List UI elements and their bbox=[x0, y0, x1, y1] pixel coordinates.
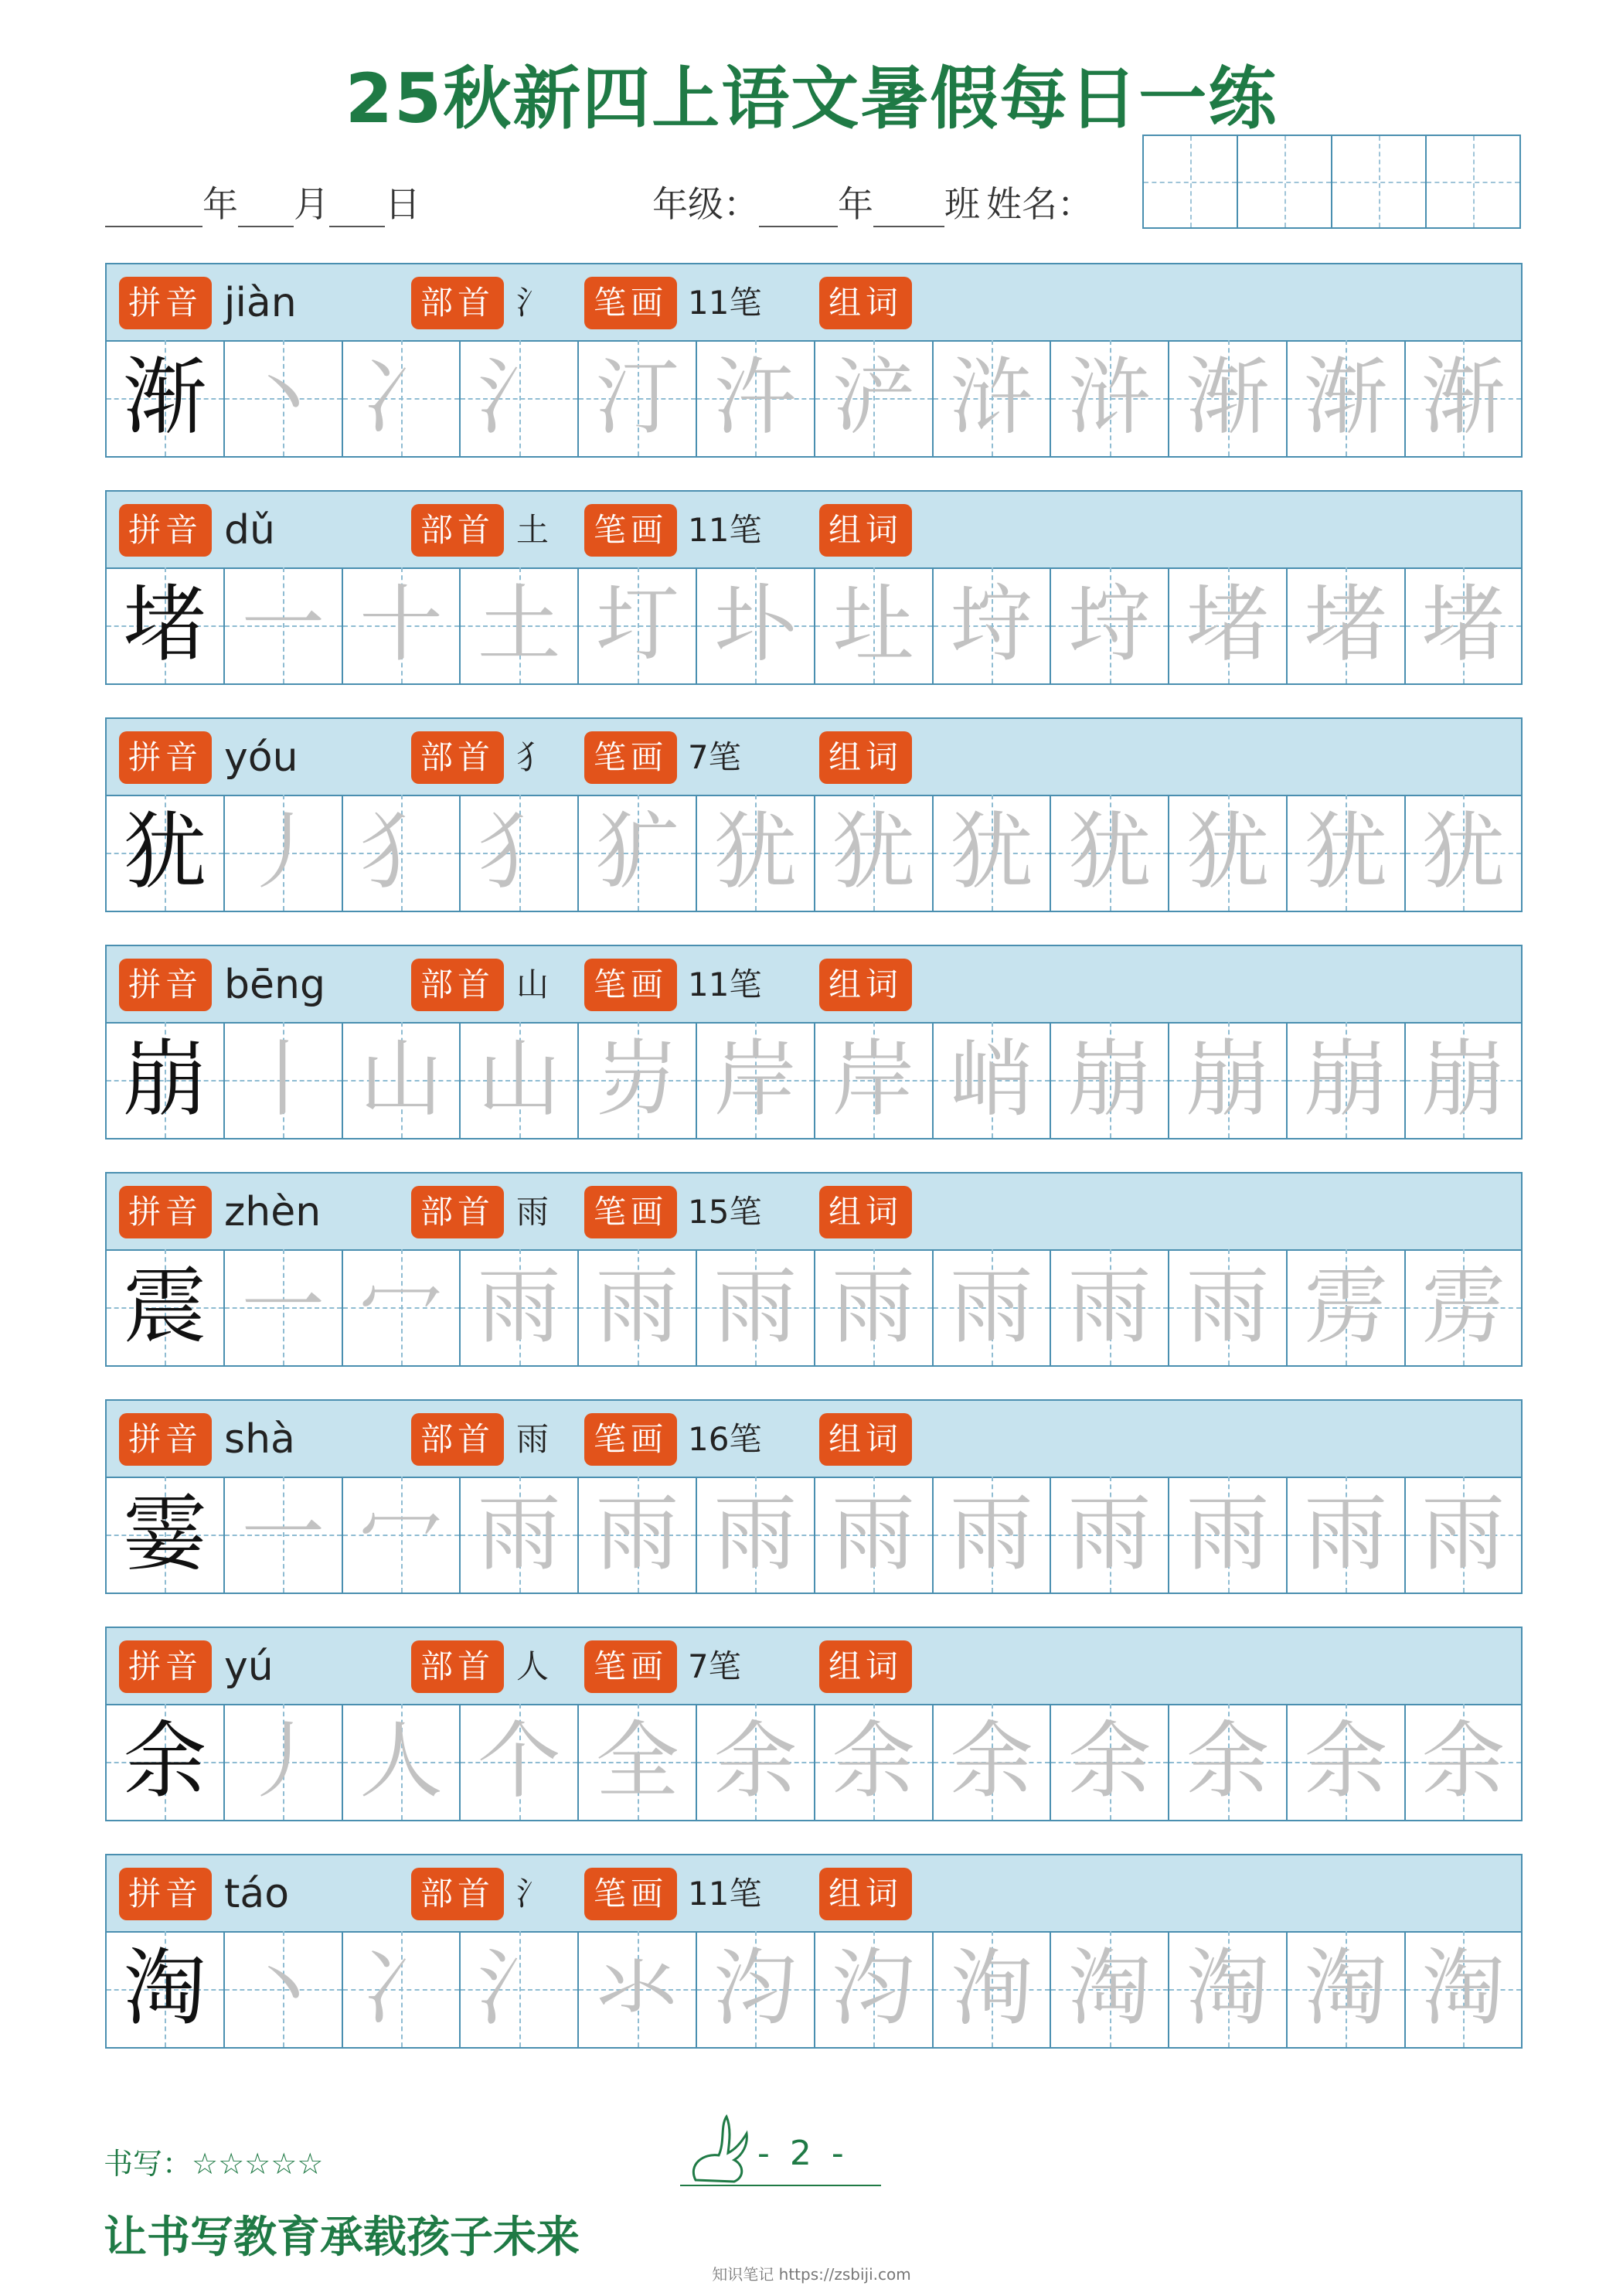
trace-character: 雨 bbox=[713, 1486, 798, 1582]
trace-character: 垨 bbox=[1067, 577, 1152, 673]
trace-character: 雨 bbox=[832, 1259, 916, 1355]
trace-character: 一 bbox=[241, 1259, 325, 1355]
char-block bbox=[105, 1399, 1523, 1597]
trace-character: 个 bbox=[477, 1713, 561, 1810]
trace-character: 犭 bbox=[477, 804, 561, 901]
trace-character: 圢 bbox=[595, 577, 679, 673]
strokes-value: 15笔 bbox=[688, 1193, 762, 1231]
month-label: 月 bbox=[294, 183, 329, 225]
trace-cell[interactable] bbox=[1288, 1931, 1406, 2047]
trace-character: 全 bbox=[595, 1713, 679, 1810]
trace-character: 雨 bbox=[1067, 1486, 1152, 1582]
trace-cell[interactable] bbox=[697, 1931, 815, 2047]
trace-cell[interactable] bbox=[697, 1022, 815, 1138]
model-character: 霎 bbox=[123, 1486, 207, 1582]
trace-character: 汮 bbox=[832, 1940, 916, 2037]
model-character: 崩 bbox=[123, 1031, 207, 1128]
trace-cell[interactable] bbox=[1406, 1704, 1521, 1820]
strokes-tag: 笔画 bbox=[584, 959, 677, 1011]
trace-cell[interactable] bbox=[579, 795, 697, 911]
trace-character: 堵 bbox=[1304, 577, 1388, 673]
pinyin-value: yóu bbox=[224, 734, 298, 781]
trace-character: 雨 bbox=[832, 1486, 916, 1582]
char-info-bar bbox=[105, 490, 1523, 569]
trace-cell[interactable] bbox=[934, 1931, 1052, 2047]
trace-character: 淘 bbox=[1186, 1940, 1270, 2037]
trace-character: 犹 bbox=[1421, 804, 1506, 901]
strokes-tag: 笔画 bbox=[584, 277, 677, 329]
char-block bbox=[105, 1172, 1523, 1370]
trace-cell[interactable] bbox=[1051, 1704, 1169, 1820]
pinyin-tag: 拼音 bbox=[119, 504, 212, 557]
trace-character: 渐 bbox=[1304, 349, 1388, 446]
pinyin-value: zhèn bbox=[224, 1189, 322, 1235]
trace-character: 岸 bbox=[713, 1031, 798, 1128]
model-character: 震 bbox=[123, 1259, 207, 1355]
trace-character: 雳 bbox=[1421, 1259, 1506, 1355]
pinyin-tag: 拼音 bbox=[119, 1413, 212, 1466]
name-label: 姓名： bbox=[986, 183, 1093, 225]
trace-cell[interactable] bbox=[815, 340, 934, 456]
trace-cell[interactable] bbox=[1406, 567, 1521, 683]
radical-value: 土 bbox=[516, 511, 550, 549]
strokes-value: 7笔 bbox=[688, 738, 741, 776]
trace-character: 雨 bbox=[713, 1259, 798, 1355]
grade-year-label: 年 bbox=[838, 183, 873, 225]
strokes-value: 11笔 bbox=[688, 966, 762, 1003]
trace-character: 雳 bbox=[1304, 1259, 1388, 1355]
radical-value: 人 bbox=[516, 1647, 550, 1685]
char-info-bar bbox=[105, 717, 1523, 796]
strokes-value: 7笔 bbox=[688, 1647, 741, 1685]
trace-cell[interactable] bbox=[1051, 1249, 1169, 1365]
pinyin-tag: 拼音 bbox=[119, 959, 212, 1011]
grade-blank[interactable] bbox=[759, 192, 838, 227]
trace-character: 冖 bbox=[359, 1259, 443, 1355]
trace-character: 浒 bbox=[949, 349, 1033, 446]
trace-character: 氵 bbox=[477, 349, 561, 446]
year-label: 年 bbox=[202, 183, 238, 225]
trace-cell[interactable] bbox=[225, 1931, 343, 2047]
grade-label: 年级： bbox=[652, 183, 759, 225]
year-blank[interactable] bbox=[105, 192, 202, 227]
trace-character: 丶 bbox=[241, 349, 325, 446]
trace-cell[interactable] bbox=[579, 1477, 697, 1593]
model-character: 犹 bbox=[123, 804, 207, 901]
trace-cell[interactable] bbox=[1051, 1477, 1169, 1593]
trace-cell[interactable] bbox=[343, 1022, 461, 1138]
trace-cell[interactable] bbox=[343, 1704, 461, 1820]
trace-character: 犹 bbox=[1186, 804, 1270, 901]
pinyin-tag: 拼音 bbox=[119, 1640, 212, 1693]
trace-cell[interactable] bbox=[1051, 340, 1169, 456]
footer-divider bbox=[680, 2185, 881, 2186]
trace-cell[interactable] bbox=[461, 1022, 579, 1138]
trace-character: 犹 bbox=[1304, 804, 1388, 901]
trace-character: 淘 bbox=[1304, 1940, 1388, 2037]
trace-cell[interactable] bbox=[815, 567, 934, 683]
tracing-grid bbox=[105, 1931, 1523, 2049]
trace-cell[interactable] bbox=[1288, 1249, 1406, 1365]
trace-cell[interactable] bbox=[1406, 1249, 1521, 1365]
trace-cell[interactable] bbox=[815, 1477, 934, 1593]
trace-cell[interactable] bbox=[1288, 795, 1406, 911]
trace-cell[interactable] bbox=[461, 1477, 579, 1593]
model-character: 渐 bbox=[123, 349, 207, 446]
trace-character: 雨 bbox=[595, 1486, 679, 1582]
trace-character: 山 bbox=[359, 1031, 443, 1128]
trace-cell[interactable] bbox=[1288, 1022, 1406, 1138]
trace-cell[interactable] bbox=[815, 1249, 934, 1365]
trace-cell[interactable] bbox=[1169, 340, 1288, 456]
strokes-value: 16笔 bbox=[688, 1420, 762, 1458]
trace-character: 岃 bbox=[595, 1031, 679, 1128]
strokes-value: 11笔 bbox=[688, 284, 762, 322]
trace-character: 雨 bbox=[1186, 1486, 1270, 1582]
trace-character: 余 bbox=[1421, 1713, 1506, 1810]
trace-cell[interactable] bbox=[1288, 1477, 1406, 1593]
trace-cell[interactable] bbox=[579, 1022, 697, 1138]
trace-cell[interactable] bbox=[1169, 1249, 1288, 1365]
trace-character: 余 bbox=[1067, 1713, 1152, 1810]
slogan: 让书写教育承载孩子未来 bbox=[104, 2213, 580, 2263]
trace-cell[interactable] bbox=[1051, 567, 1169, 683]
model-cell bbox=[107, 340, 225, 456]
trace-cell[interactable] bbox=[1406, 1477, 1521, 1593]
strokes-tag: 笔画 bbox=[584, 731, 677, 784]
trace-cell[interactable] bbox=[815, 1022, 934, 1138]
strokes-value: 11笔 bbox=[688, 511, 762, 549]
trace-character: 犹 bbox=[713, 804, 798, 901]
trace-character: 雨 bbox=[1067, 1259, 1152, 1355]
trace-cell[interactable] bbox=[934, 1477, 1052, 1593]
tracing-grid bbox=[105, 795, 1523, 912]
char-block bbox=[105, 945, 1523, 1143]
trace-cell[interactable] bbox=[815, 1704, 934, 1820]
trace-cell[interactable] bbox=[461, 340, 579, 456]
radical-value: 山 bbox=[516, 966, 550, 1003]
month-blank[interactable] bbox=[238, 192, 294, 227]
name-cell[interactable] bbox=[1332, 136, 1427, 227]
strokes-tag: 笔画 bbox=[584, 1413, 677, 1466]
trace-cell[interactable] bbox=[461, 1931, 579, 2047]
tracing-grid bbox=[105, 1022, 1523, 1139]
trace-cell[interactable] bbox=[1406, 1931, 1521, 2047]
trace-cell[interactable] bbox=[225, 1022, 343, 1138]
trace-character: 圤 bbox=[713, 577, 798, 673]
name-cell[interactable] bbox=[1144, 136, 1238, 227]
name-writing-grid[interactable] bbox=[1142, 135, 1521, 229]
trace-character: 土 bbox=[477, 577, 561, 673]
trace-cell[interactable] bbox=[1288, 340, 1406, 456]
radical-value: 雨 bbox=[516, 1193, 550, 1231]
trace-character: 雨 bbox=[595, 1259, 679, 1355]
words-tag: 组词 bbox=[819, 1186, 912, 1238]
trace-cell[interactable] bbox=[1051, 795, 1169, 911]
words-tag: 组词 bbox=[819, 1868, 912, 1920]
strokes-tag: 笔画 bbox=[584, 1640, 677, 1693]
trace-character: 十 bbox=[359, 577, 443, 673]
trace-cell[interactable] bbox=[579, 567, 697, 683]
trace-character: 一 bbox=[241, 577, 325, 673]
pinyin-value: táo bbox=[224, 1871, 290, 1917]
pinyin-tag: 拼音 bbox=[119, 277, 212, 329]
trace-character: 余 bbox=[713, 1713, 798, 1810]
trace-cell[interactable] bbox=[1169, 1931, 1288, 2047]
trace-cell[interactable] bbox=[815, 795, 934, 911]
trace-character: 渐 bbox=[1186, 349, 1270, 446]
pinyin-value: bēng bbox=[224, 962, 325, 1008]
radical-tag: 部首 bbox=[411, 504, 504, 557]
pinyin-tag: 拼音 bbox=[119, 1868, 212, 1920]
writing-rating: 书写：☆☆☆☆☆ bbox=[104, 2147, 324, 2181]
char-block bbox=[105, 1627, 1523, 1824]
trace-cell[interactable] bbox=[697, 1249, 815, 1365]
trace-character: 崩 bbox=[1421, 1031, 1506, 1128]
day-blank[interactable] bbox=[329, 192, 385, 227]
strokes-value: 11笔 bbox=[688, 1875, 762, 1913]
trace-cell[interactable] bbox=[934, 1022, 1052, 1138]
char-info-bar bbox=[105, 1627, 1523, 1705]
model-character: 堵 bbox=[123, 577, 207, 673]
words-tag: 组词 bbox=[819, 1413, 912, 1466]
trace-character: 渐 bbox=[1421, 349, 1506, 446]
model-character: 淘 bbox=[123, 1940, 207, 2037]
trace-character: 冖 bbox=[359, 1486, 443, 1582]
trace-cell[interactable] bbox=[815, 1931, 934, 2047]
strokes-tag: 笔画 bbox=[584, 1868, 677, 1920]
page-number: - 2 - bbox=[757, 2134, 849, 2173]
class-blank[interactable] bbox=[873, 192, 944, 227]
trace-cell[interactable] bbox=[225, 1477, 343, 1593]
page-title: 25秋新四上语文暑假每日一练 bbox=[345, 59, 1278, 138]
trace-character: 汻 bbox=[713, 349, 798, 446]
trace-cell[interactable] bbox=[1169, 1704, 1288, 1820]
pinyin-value: shà bbox=[224, 1416, 295, 1463]
trace-cell[interactable] bbox=[697, 567, 815, 683]
words-tag: 组词 bbox=[819, 504, 912, 557]
trace-character: 岸 bbox=[832, 1031, 916, 1128]
trace-cell[interactable] bbox=[1288, 1704, 1406, 1820]
trace-character: 丿 bbox=[241, 1713, 325, 1810]
trace-character: 余 bbox=[832, 1713, 916, 1810]
trace-cell[interactable] bbox=[343, 340, 461, 456]
tracing-grid bbox=[105, 1249, 1523, 1367]
trace-cell[interactable] bbox=[934, 1704, 1052, 1820]
trace-character: 雨 bbox=[1186, 1259, 1270, 1355]
trace-cell[interactable] bbox=[697, 340, 815, 456]
radical-tag: 部首 bbox=[411, 1186, 504, 1238]
words-tag: 组词 bbox=[819, 959, 912, 1011]
trace-cell[interactable] bbox=[1051, 1931, 1169, 2047]
trace-cell[interactable] bbox=[1406, 1022, 1521, 1138]
pinyin-value: jiàn bbox=[224, 280, 297, 326]
model-cell bbox=[107, 567, 225, 683]
trace-cell[interactable] bbox=[343, 1931, 461, 2047]
trace-cell[interactable] bbox=[1288, 567, 1406, 683]
char-block bbox=[105, 1854, 1523, 2052]
trace-cell[interactable] bbox=[1051, 1022, 1169, 1138]
day-label: 日 bbox=[385, 183, 420, 225]
trace-character: 垨 bbox=[949, 577, 1033, 673]
trace-character: 雨 bbox=[477, 1486, 561, 1582]
trace-character: 崩 bbox=[1304, 1031, 1388, 1128]
trace-character: 堵 bbox=[1186, 577, 1270, 673]
trace-character: 峭 bbox=[949, 1031, 1033, 1128]
radical-tag: 部首 bbox=[411, 959, 504, 1011]
pinyin-value: dǔ bbox=[224, 507, 275, 554]
trace-character: 一 bbox=[241, 1486, 325, 1582]
trace-character: 雨 bbox=[1421, 1486, 1506, 1582]
trace-character: 洵 bbox=[949, 1940, 1033, 2037]
trace-cell[interactable] bbox=[697, 1704, 815, 1820]
class-label: 班 bbox=[944, 183, 980, 225]
trace-character: 冫 bbox=[359, 1940, 443, 2037]
model-cell bbox=[107, 795, 225, 911]
trace-character: 堵 bbox=[1421, 577, 1506, 673]
trace-character: 崩 bbox=[1067, 1031, 1152, 1128]
words-tag: 组词 bbox=[819, 277, 912, 329]
trace-character: 犹 bbox=[949, 804, 1033, 901]
trace-character: 氵 bbox=[477, 1940, 561, 2037]
model-cell bbox=[107, 1249, 225, 1365]
trace-cell[interactable] bbox=[1169, 1477, 1288, 1593]
words-tag: 组词 bbox=[819, 731, 912, 784]
strokes-tag: 笔画 bbox=[584, 1186, 677, 1238]
trace-character: 淘 bbox=[1421, 1940, 1506, 2037]
strokes-tag: 笔画 bbox=[584, 504, 677, 557]
trace-character: 丨 bbox=[241, 1031, 325, 1128]
trace-cell[interactable] bbox=[1169, 795, 1288, 911]
trace-cell[interactable] bbox=[934, 340, 1052, 456]
trace-cell[interactable] bbox=[934, 795, 1052, 911]
trace-character: 犷 bbox=[595, 804, 679, 901]
trace-cell[interactable] bbox=[343, 1249, 461, 1365]
trace-cell[interactable] bbox=[1169, 567, 1288, 683]
trace-character: 雨 bbox=[1304, 1486, 1388, 1582]
trace-character: 冫 bbox=[359, 349, 443, 446]
trace-character: 余 bbox=[949, 1713, 1033, 1810]
char-block bbox=[105, 263, 1523, 461]
trace-cell[interactable] bbox=[461, 795, 579, 911]
trace-cell[interactable] bbox=[225, 1249, 343, 1365]
trace-character: 余 bbox=[1304, 1713, 1388, 1810]
pinyin-tag: 拼音 bbox=[119, 1186, 212, 1238]
trace-character: 犹 bbox=[832, 804, 916, 901]
radical-tag: 部首 bbox=[411, 1640, 504, 1693]
char-info-bar bbox=[105, 263, 1523, 342]
radical-value: 雨 bbox=[516, 1420, 550, 1458]
trace-character: 浐 bbox=[832, 349, 916, 446]
trace-cell[interactable] bbox=[225, 340, 343, 456]
trace-cell[interactable] bbox=[225, 795, 343, 911]
trace-cell[interactable] bbox=[225, 567, 343, 683]
tracing-grid bbox=[105, 340, 1523, 458]
trace-cell[interactable] bbox=[1169, 1022, 1288, 1138]
class-line bbox=[652, 176, 1093, 227]
radical-tag: 部首 bbox=[411, 1413, 504, 1466]
date-line bbox=[105, 176, 420, 227]
trace-cell[interactable] bbox=[343, 1477, 461, 1593]
tracing-grid bbox=[105, 1704, 1523, 1821]
trace-cell[interactable] bbox=[934, 1249, 1052, 1365]
radical-tag: 部首 bbox=[411, 1868, 504, 1920]
trace-cell[interactable] bbox=[343, 795, 461, 911]
trace-cell[interactable] bbox=[579, 1931, 697, 2047]
model-cell bbox=[107, 1931, 225, 2047]
trace-cell[interactable] bbox=[461, 1249, 579, 1365]
trace-character: 犹 bbox=[1067, 804, 1152, 901]
tracing-grid bbox=[105, 567, 1523, 685]
model-cell bbox=[107, 1477, 225, 1593]
trace-cell[interactable] bbox=[225, 1704, 343, 1820]
trace-cell[interactable] bbox=[1406, 340, 1521, 456]
trace-character: 圵 bbox=[832, 577, 916, 673]
char-info-bar bbox=[105, 1172, 1523, 1251]
trace-character: 山 bbox=[477, 1031, 561, 1128]
trace-character: 丶 bbox=[241, 1940, 325, 2037]
char-info-bar bbox=[105, 1854, 1523, 1933]
source-url: 知识笔记 https://zsbiji.com bbox=[712, 2265, 911, 2284]
trace-character: 人 bbox=[359, 1713, 443, 1810]
char-block bbox=[105, 717, 1523, 915]
char-block bbox=[105, 490, 1523, 688]
trace-character: 汮 bbox=[713, 1940, 798, 2037]
words-tag: 组词 bbox=[819, 1640, 912, 1693]
rabbit-icon bbox=[680, 2110, 765, 2188]
trace-cell[interactable] bbox=[461, 567, 579, 683]
trace-cell[interactable] bbox=[579, 340, 697, 456]
trace-character: 汀 bbox=[595, 349, 679, 446]
trace-cell[interactable] bbox=[697, 1477, 815, 1593]
model-cell bbox=[107, 1022, 225, 1138]
char-info-bar bbox=[105, 945, 1523, 1024]
radical-value: 氵 bbox=[516, 284, 550, 322]
name-cell[interactable] bbox=[1427, 136, 1519, 227]
model-cell bbox=[107, 1704, 225, 1820]
trace-cell[interactable] bbox=[579, 1249, 697, 1365]
pinyin-value: yú bbox=[224, 1644, 274, 1690]
char-info-bar bbox=[105, 1399, 1523, 1478]
tracing-grid bbox=[105, 1477, 1523, 1594]
radical-tag: 部首 bbox=[411, 277, 504, 329]
trace-cell[interactable] bbox=[1406, 795, 1521, 911]
trace-character: 余 bbox=[1186, 1713, 1270, 1810]
name-cell[interactable] bbox=[1238, 136, 1332, 227]
model-character: 余 bbox=[123, 1713, 207, 1810]
pinyin-tag: 拼音 bbox=[119, 731, 212, 784]
trace-character: 雨 bbox=[949, 1486, 1033, 1582]
trace-cell[interactable] bbox=[461, 1704, 579, 1820]
trace-character: 雨 bbox=[949, 1259, 1033, 1355]
trace-character: 丿 bbox=[241, 804, 325, 901]
trace-character: 氺 bbox=[595, 1940, 679, 2037]
trace-cell[interactable] bbox=[343, 567, 461, 683]
radical-tag: 部首 bbox=[411, 731, 504, 784]
trace-character: 崩 bbox=[1186, 1031, 1270, 1128]
trace-character: 犭 bbox=[359, 804, 443, 901]
trace-character: 浒 bbox=[1067, 349, 1152, 446]
trace-cell[interactable] bbox=[697, 795, 815, 911]
trace-character: 雨 bbox=[477, 1259, 561, 1355]
trace-cell[interactable] bbox=[934, 567, 1052, 683]
radical-value: 犭 bbox=[516, 738, 550, 776]
trace-character: 淘 bbox=[1067, 1940, 1152, 2037]
radical-value: 氵 bbox=[516, 1875, 550, 1913]
trace-cell[interactable] bbox=[579, 1704, 697, 1820]
